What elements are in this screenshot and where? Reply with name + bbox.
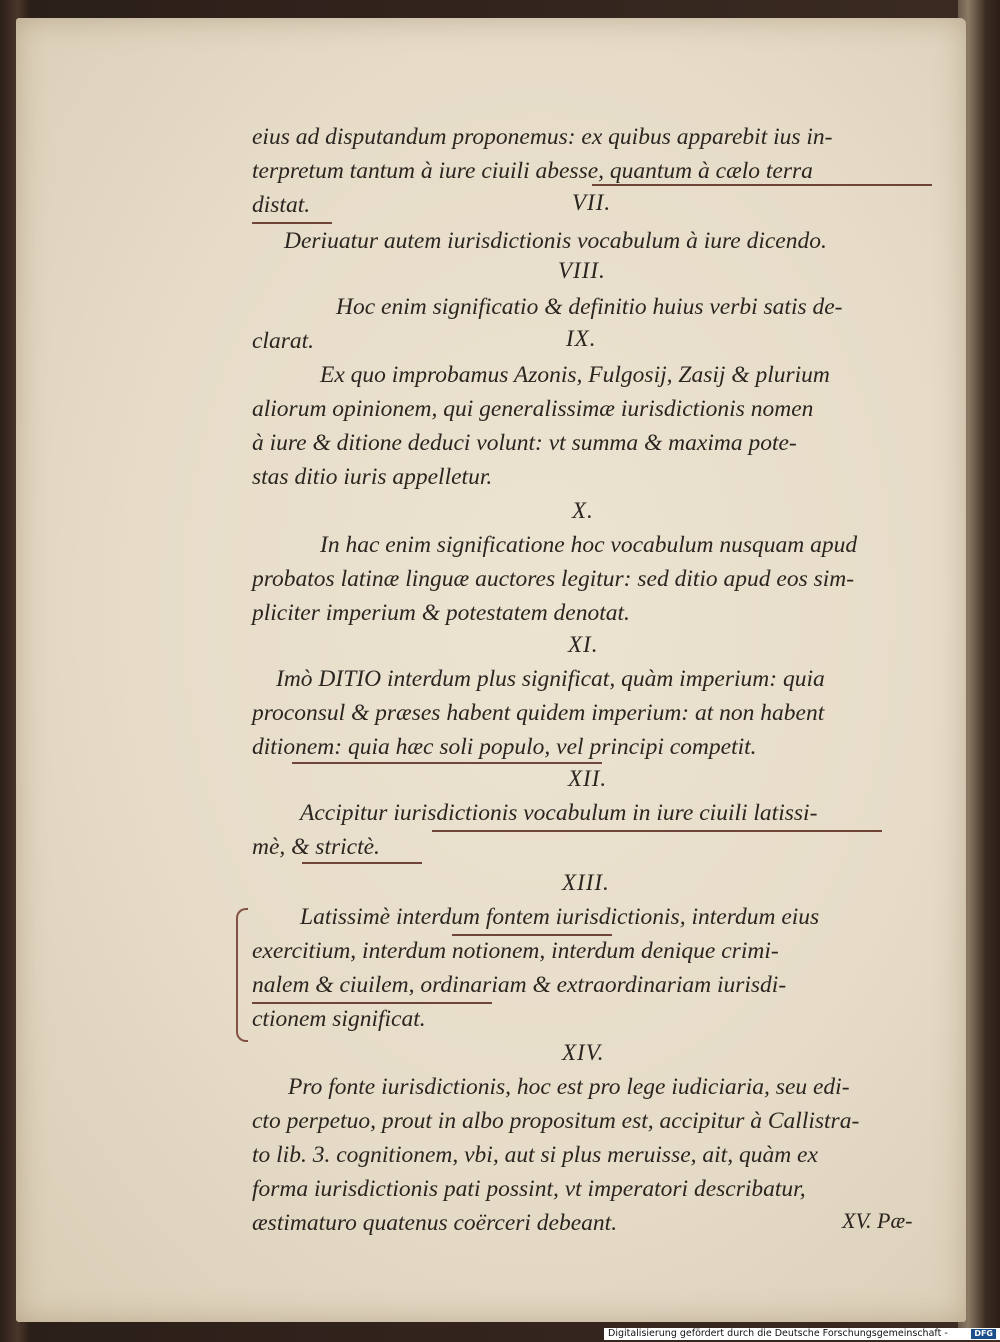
text-line: Deriuatur autem iurisdictionis vocabulum à iure dicendo. — [284, 228, 827, 254]
text-line: probatos latinæ linguæ auctores legitur: sed ditio apud eos sim- — [252, 566, 855, 592]
ink-underline-mark — [252, 1002, 492, 1004]
text-line: clarat. — [252, 328, 315, 354]
text-line: à iure & ditione deduci volunt: vt summa & maxima pote- — [252, 430, 797, 456]
ink-underline-mark — [452, 934, 612, 936]
digitization-footer: Digitalisierung gefördert durch die Deutsche Forschungsgemeinschaft - — [604, 1328, 1000, 1340]
text-line: ctionem significat. — [252, 1006, 426, 1032]
section-number: XIII. — [562, 870, 610, 895]
text-line: Latissimè interdum fontem iurisdictionis, interdum eius — [300, 904, 820, 930]
text-line: Ex quo improbamus Azonis, Fulgosij, Zasij & plurium — [320, 362, 830, 388]
text-line: exercitium, interdum notionem, interdum denique crimi- — [252, 938, 779, 964]
ink-margin-bracket — [236, 908, 248, 1042]
section-number: VII. — [572, 190, 612, 215]
text-line: pliciter imperium & potestatem denotat. — [252, 600, 630, 626]
text-line: In hac enim significatione hoc vocabulum nusquam apud — [320, 532, 858, 558]
section-number: XIV. — [562, 1040, 605, 1065]
text-line: proconsul & præses habent quidem imperium: at non habent — [252, 700, 825, 726]
section-number: VIII. — [558, 258, 606, 283]
text-line: ditionem: quia hæc soli populo, vel principi competit. — [252, 734, 757, 760]
text-line: forma iurisdictionis pati possint, vt imperatori describatur, — [252, 1176, 806, 1202]
ink-strike-mark — [592, 184, 932, 186]
text-line: Imò DITIO interdum plus significat, quàm imperium: quia — [276, 666, 825, 692]
text-line: eius ad disputandum proponemus: ex quibus apparebit ius in- — [252, 124, 833, 150]
book-page — [16, 18, 966, 1322]
text-line: distat. — [252, 192, 311, 218]
section-number: IX. — [566, 326, 597, 351]
text-line: terpretum tantum à iure ciuili abesse, quantum à cælo terra — [252, 158, 813, 184]
section-number: XI. — [568, 632, 599, 657]
section-number: XII. — [568, 766, 608, 791]
text-line: Hoc enim significatio & definitio huius verbi satis de- — [336, 294, 843, 320]
section-number: X. — [572, 498, 594, 523]
text-line: Accipitur iurisdictionis vocabulum in iure ciuili latissi- — [300, 800, 818, 826]
text-line: mè, & strictè. — [252, 834, 380, 860]
ink-underline-mark — [252, 222, 332, 224]
ink-strike-mark — [432, 830, 882, 832]
text-line: nalem & ciuilem, ordinariam & extraordinariam iurisdi- — [252, 972, 787, 998]
text-line: Pro fonte iurisdictionis, hoc est pro lege iudiciaria, seu edi- — [288, 1074, 850, 1100]
text-line: æstimaturo quatenus coërceri debeant. — [252, 1210, 618, 1236]
catchword: XV. Pæ- — [842, 1208, 913, 1233]
text-line: cto perpetuo, prout in albo propositum est, accipitur à Callistra- — [252, 1108, 860, 1134]
dfg-logo: DFG — [971, 1329, 996, 1339]
text-line: aliorum opinionem, qui generalissimæ iurisdictionis nomen — [252, 396, 814, 422]
text-line: to lib. 3. cognitionem, vbi, aut si plus meruisse, ait, quàm ex — [252, 1142, 818, 1168]
ink-underline-mark — [292, 762, 602, 764]
ink-strike-mark — [302, 862, 422, 864]
text-line: stas ditio iuris appelletur. — [252, 464, 493, 490]
